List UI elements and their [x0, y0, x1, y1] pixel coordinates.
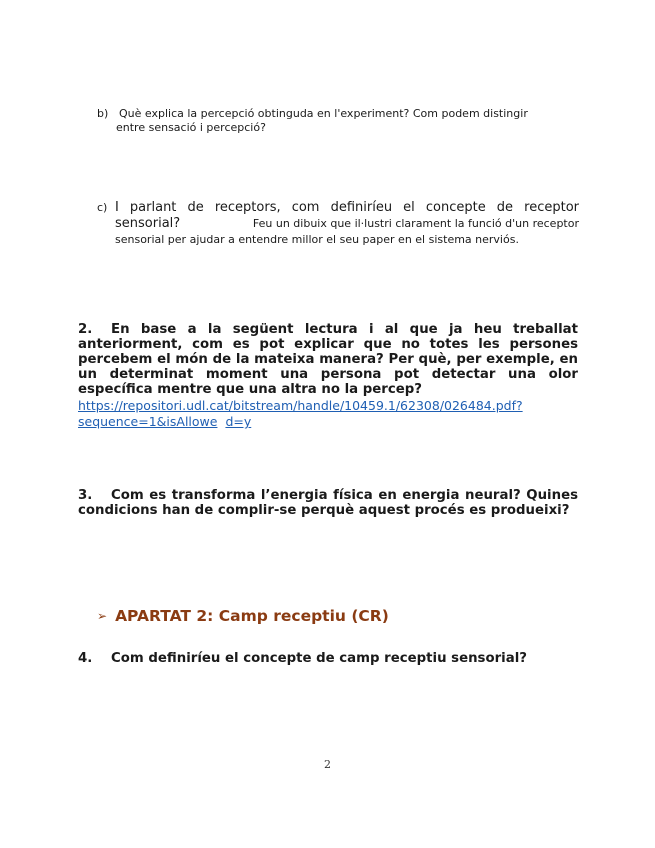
question-b: [97, 107, 579, 135]
question-c: [97, 200, 579, 248]
question-c-line2a: sensorial?: [115, 216, 181, 231]
reading-link-part-b[interactable]: d=y: [225, 414, 252, 429]
question-2: [78, 322, 578, 397]
question-2-text: En base a la següent lectura i al que ja heu treballat anteriorment, com es pot explicar que no totes les persones percebem el món de la mateixa manera? Per què, per exemple, en un determinat moment una persona pot detectar una olor específica mentre que una altra no la percep?: [78, 322, 578, 397]
question-c-line2b: Feu un dibuix que il·lustri clarament la funció d'un receptor: [252, 217, 579, 230]
question-4-number: 4.: [78, 651, 93, 666]
page-number: 2: [324, 758, 331, 771]
question-3-number: 3.: [78, 488, 93, 503]
question-4-text: Com definiríeu el concepte de camp receptiu sensorial?: [111, 651, 527, 666]
question-2-number: 2.: [78, 322, 93, 337]
section-title: APARTAT 2: Camp receptiu (CR): [115, 607, 389, 625]
question-b-line2: entre sensació i percepció?: [116, 121, 266, 134]
reading-link-line2: [78, 414, 251, 430]
question-c-line1: I parlant de receptors, com definiríeu el concepte de receptor: [115, 200, 579, 215]
question-c-line3: sensorial per ajudar a entendre millor el seu paper en el sistema nerviós.: [115, 233, 519, 246]
question-4: [78, 651, 578, 666]
question-b-line1: Què explica la percepció obtinguda en l'experiment? Com podem distingir: [119, 107, 528, 120]
question-c-marker: c): [97, 201, 108, 214]
reading-link-part-a[interactable]: sequence=1&isAllowe: [78, 414, 218, 429]
question-3: [78, 488, 578, 518]
section-heading-apartat-2: [97, 607, 389, 625]
arrow-bullet-icon: ➢: [97, 609, 108, 623]
reading-link-line1[interactable]: https://repositori.udl.cat/bitstream/handle/10459.1/62308/026484.pdf?: [78, 398, 523, 413]
question-b-marker: b): [97, 107, 109, 120]
question-3-text: Com es transforma l’energia física en energia neural? Quines condicions han de complir-se perquè aquest procés es produeixi?: [78, 488, 578, 518]
